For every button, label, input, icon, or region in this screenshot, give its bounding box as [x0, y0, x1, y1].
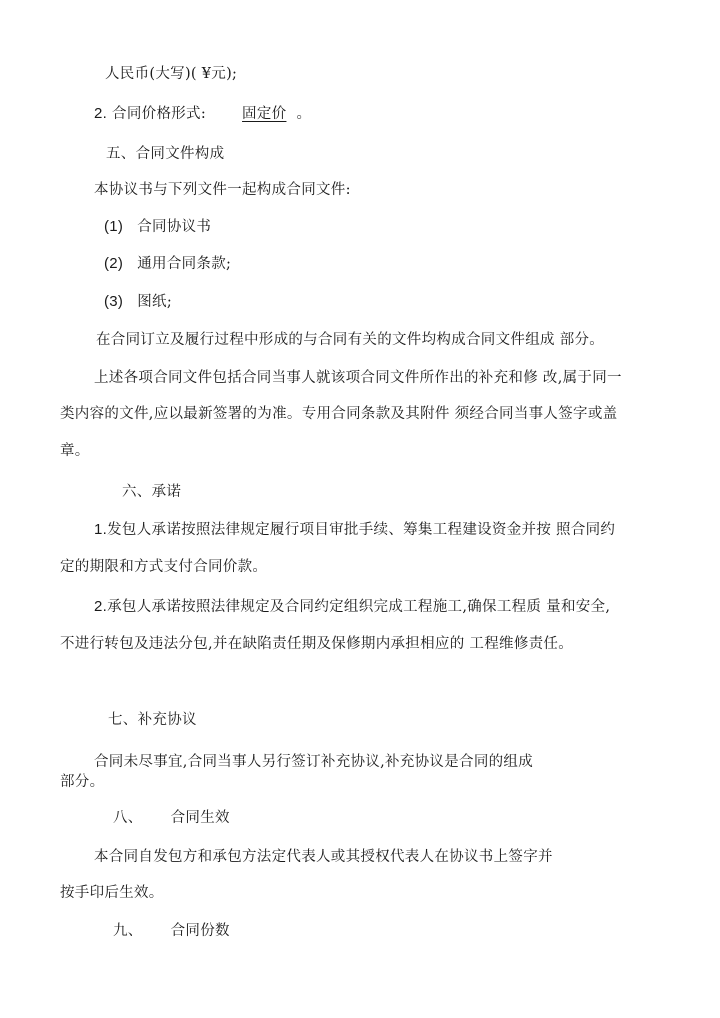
list-item-number: (1)	[104, 218, 124, 235]
section-6-item-1-line-2: 定的期限和方式支付合同价款。	[60, 559, 268, 575]
section-5-paragraph-1: 在合同订立及履行过程中形成的与合同有关的文件均构成合同文件组成 部分。	[96, 332, 605, 348]
item-number: 1.	[94, 521, 108, 538]
section-8-line-2: 按手印后生效。	[60, 885, 164, 901]
section-6-title: 六、承诺	[122, 484, 182, 500]
section-6-item-1-line-1	[94, 520, 615, 540]
section-5-title: 五、合同文件构成	[106, 146, 225, 162]
item-text: 发包人承诺按照法律规定履行项目审批手续、筹集工程建设资金并按 照合同约	[107, 522, 616, 538]
document-list-item-1	[104, 217, 211, 237]
section-5-paragraph-2-line-1: 上述各项合同文件包括合同当事人就该项合同文件所作出的补充和修 改,属于同一	[94, 370, 622, 386]
section-7-title: 七、补充协议	[108, 712, 197, 728]
price-form-line	[94, 104, 311, 124]
price-form-tail: 。	[296, 106, 312, 122]
document-list-item-2	[104, 254, 231, 274]
section-9-heading	[113, 921, 230, 941]
item-text: 承包人承诺按照法律规定及合同约定组织完成工程施工,确保工程质 量和安全,	[107, 599, 611, 615]
rmb-amount-line: 人民币(大写)( ¥元);	[105, 66, 238, 82]
section-7-line-1: 合同未尽事宜,合同当事人另行签订补充协议,补充协议是合同的组成	[94, 754, 534, 770]
section-8-heading	[113, 808, 230, 828]
price-form-label: 合同价格形式:	[112, 106, 207, 122]
list-item-number: (3)	[104, 293, 124, 310]
price-form-value: 固定价	[242, 106, 287, 122]
list-item-text: 通用合同条款;	[137, 256, 232, 272]
section-8-number: 八、	[113, 810, 143, 826]
section-8-line-1: 本合同自发包方和承包方法定代表人或其授权代表人在协议书上签字并	[94, 849, 553, 865]
section-8-title: 合同生效	[170, 810, 230, 826]
list-item-number: (2)	[104, 255, 124, 272]
section-9-number: 九、	[113, 923, 143, 939]
item-number: 2.	[94, 598, 108, 615]
price-form-number: 2.	[94, 105, 108, 122]
section-5-intro: 本协议书与下列文件一起构成合同文件:	[94, 182, 351, 198]
section-5-paragraph-2-line-3: 章。	[60, 443, 90, 459]
section-5-paragraph-2-line-2: 类内容的文件,应以最新签署的为准。专用合同条款及其附件 须经合同当事人签字或盖	[60, 406, 618, 422]
list-item-text: 图纸;	[137, 294, 173, 310]
section-6-item-2-line-1	[94, 597, 610, 617]
section-9-title: 合同份数	[170, 923, 230, 939]
document-list-item-3	[104, 292, 172, 312]
list-item-text: 合同协议书	[137, 219, 212, 235]
section-7-line-2: 部分。	[60, 774, 105, 790]
section-6-item-2-line-2: 不进行转包及违法分包,并在缺陷责任期及保修期内承担相应的 工程维修责任。	[60, 636, 574, 652]
